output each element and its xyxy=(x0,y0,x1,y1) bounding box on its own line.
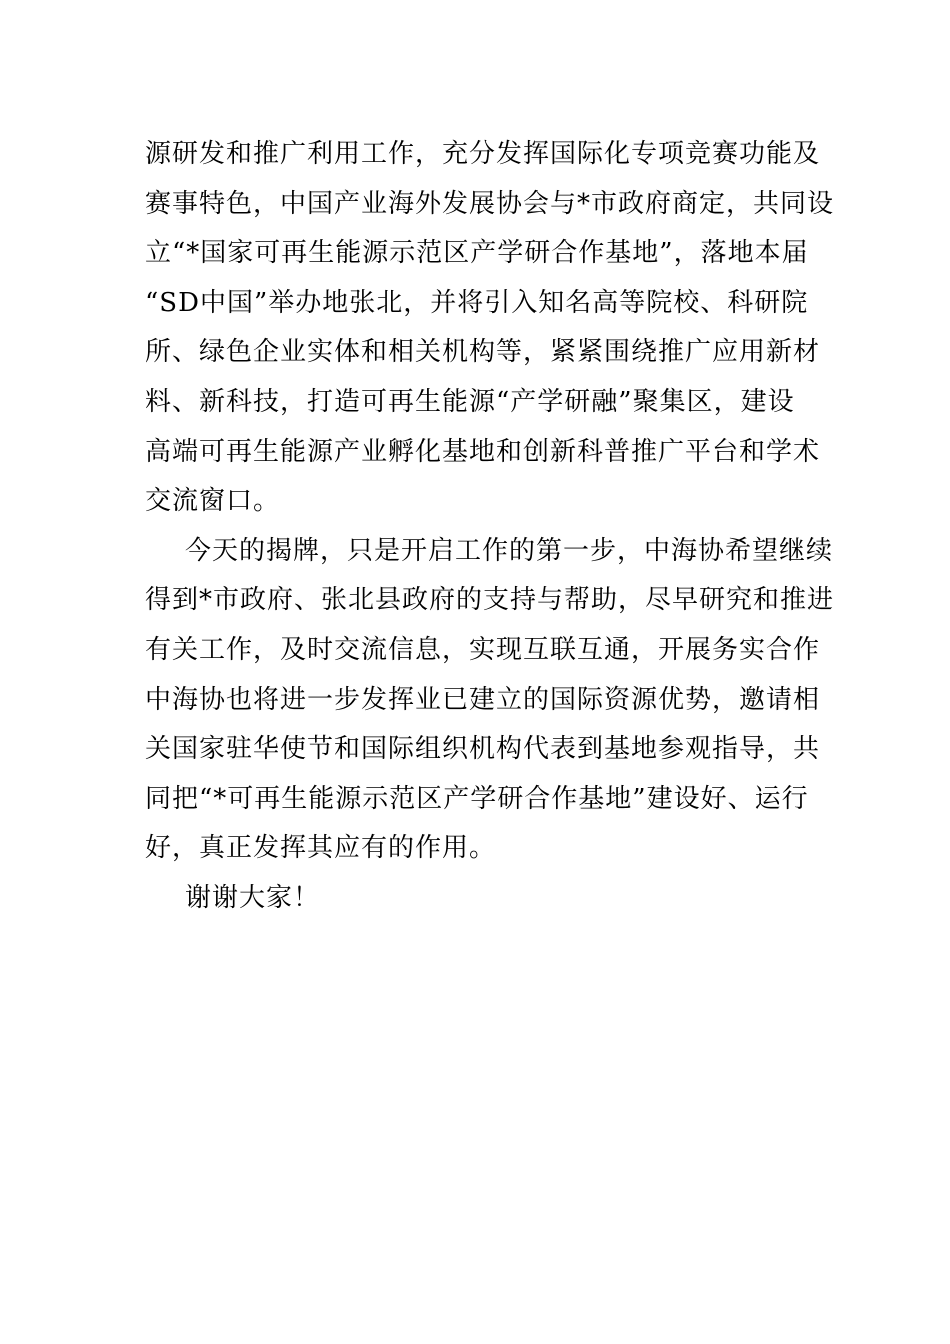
text-line: 得到*市政府、张北县政府的支持与帮助，尽早研究和推进 xyxy=(145,585,835,616)
text-line: 赛事特色，中国产业海外发展协会与*市政府商定，共同设 xyxy=(145,188,835,219)
text-line: 所、绿色企业实体和相关机构等，紧紧围绕推广应用新材 xyxy=(145,337,821,368)
text-line: 同把“*可再生能源示范区产学研合作基地”建设好、运行 xyxy=(145,783,809,814)
paragraph-3 xyxy=(145,874,811,924)
text-line: 有关工作，及时交流信息，实现互联互通，开展务实合作 xyxy=(145,634,821,665)
text-line: 源研发和推广利用工作，充分发挥国际化专项竞赛功能及 xyxy=(145,139,821,169)
text-line: 谢谢大家！ xyxy=(185,882,321,913)
text-line: 交流窗口。 xyxy=(145,486,281,517)
text-line: 关国家驻华使节和国际组织机构代表到基地参观指导，共 xyxy=(145,734,821,765)
text-line: “SD中国”举办地张北，并将引入知名高等院校、科研院 xyxy=(145,287,809,318)
paragraph-2 xyxy=(145,527,835,874)
text-line: 中海协也将进一步发挥业已建立的国际资源优势，邀请相 xyxy=(145,684,821,715)
text-line: 今天的揭牌，只是开启工作的第一步，中海协希望继续 xyxy=(185,535,834,566)
text-line: 立“*国家可再生能源示范区产学研合作基地”，落地本届 xyxy=(145,238,809,269)
text-line: 好，真正发挥其应有的作用。 xyxy=(145,833,497,864)
paragraph-1 xyxy=(145,130,835,527)
text-line: 高端可再生能源产业孵化基地和创新科普推广平台和学术 xyxy=(145,436,821,467)
document-body xyxy=(145,130,835,924)
text-line: 料、新科技，打造可再生能源“产学研融”聚集区，建设 xyxy=(145,386,795,417)
